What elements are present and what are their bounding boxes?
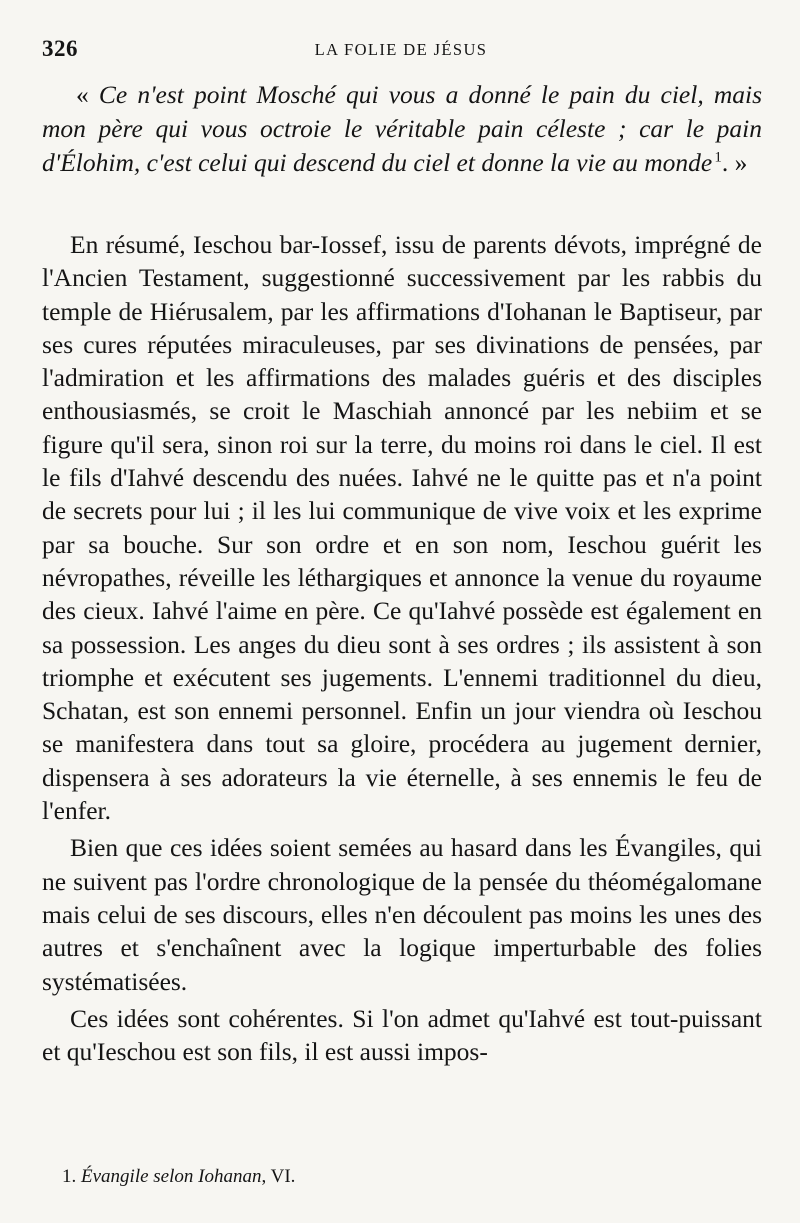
running-head	[42, 36, 760, 66]
body-text	[42, 228, 762, 1068]
quote-text: Ce n'est point Mosché qui vous a donné le pain du ciel, mais mon père qui vous octroie le véritable pain céleste ; car le pain d'Élohim, c'est celui qui descend du ciel et donne la vie au monde	[42, 80, 762, 177]
running-title: LA FOLIE DE JÉSUS	[314, 40, 488, 59]
quote-close: . »	[721, 148, 748, 177]
footnote-reference: , VI.	[261, 1166, 296, 1187]
paragraph-summary: En résumé, Ieschou bar-Iossef, issu de parents dévots, imprégné de l'Ancien Testament, suggestionné successivement par les rabbis du temple de Hiérusalem, par les affirmations d'Iohanan le Baptiseur, par ses cures réputées miraculeuses, par ses divinations de pensées, par l'admiration et les affirmations des malades guéris et des disciples enthousiasmés, se croit le Maschiah annoncé par les nebiim et se figure qu'il sera, sinon roi sur la terre, du moins roi dans le ciel. Il est le fils d'Iahvé descendu des nuées. Iahvé ne le quitte pas et n'a point de secrets pour lui ; il les lui communique de vive voix et les exprime par sa bouche. Sur son ordre et en son nom, Ieschou guérit les névropathes, réveille les léthargiques et annonce la venue du royaume des cieux. Iahvé l'aime en père. Ce qu'Iahvé possède est également en sa possession. Les anges du dieu sont à ses ordres ; ils assistent à son triomphe et exécutent ses jugements. L'ennemi traditionnel du dieu, Schatan, est son ennemi personnel. Enfin un jour viendra où Ieschou se manifestera dans tout sa gloire, procédera au jugement dernier, dispensera à ses adorateurs la vie éternelle, à ses ennemis le feu de l'enfer.	[42, 230, 762, 826]
paragraph-coherence: Ces idées sont cohérentes. Si l'on admet qu'Iahvé est tout-puissant et qu'Ieschou est son fils, il est aussi impos-	[42, 1003, 762, 1067]
page-number: 326	[42, 36, 78, 61]
quote-open-mark: «	[76, 80, 89, 109]
footnote-marker: 1	[714, 149, 722, 166]
quotation-block	[42, 78, 762, 180]
footnote	[62, 1164, 760, 1190]
footnote-number: 1.	[62, 1166, 77, 1187]
footnote-title: Évangile selon Iohanan	[81, 1166, 262, 1187]
paragraph-gospels: Bien que ces idées soient semées au hasard dans les Évangiles, qui ne suivent pas l'ordre chronologique de la pensée du théomégalomane mais celui de ses discours, elles n'en découlent pas moins les unes des autres et s'enchaînent avec la logique imperturbable des folies systématisées.	[42, 833, 762, 996]
